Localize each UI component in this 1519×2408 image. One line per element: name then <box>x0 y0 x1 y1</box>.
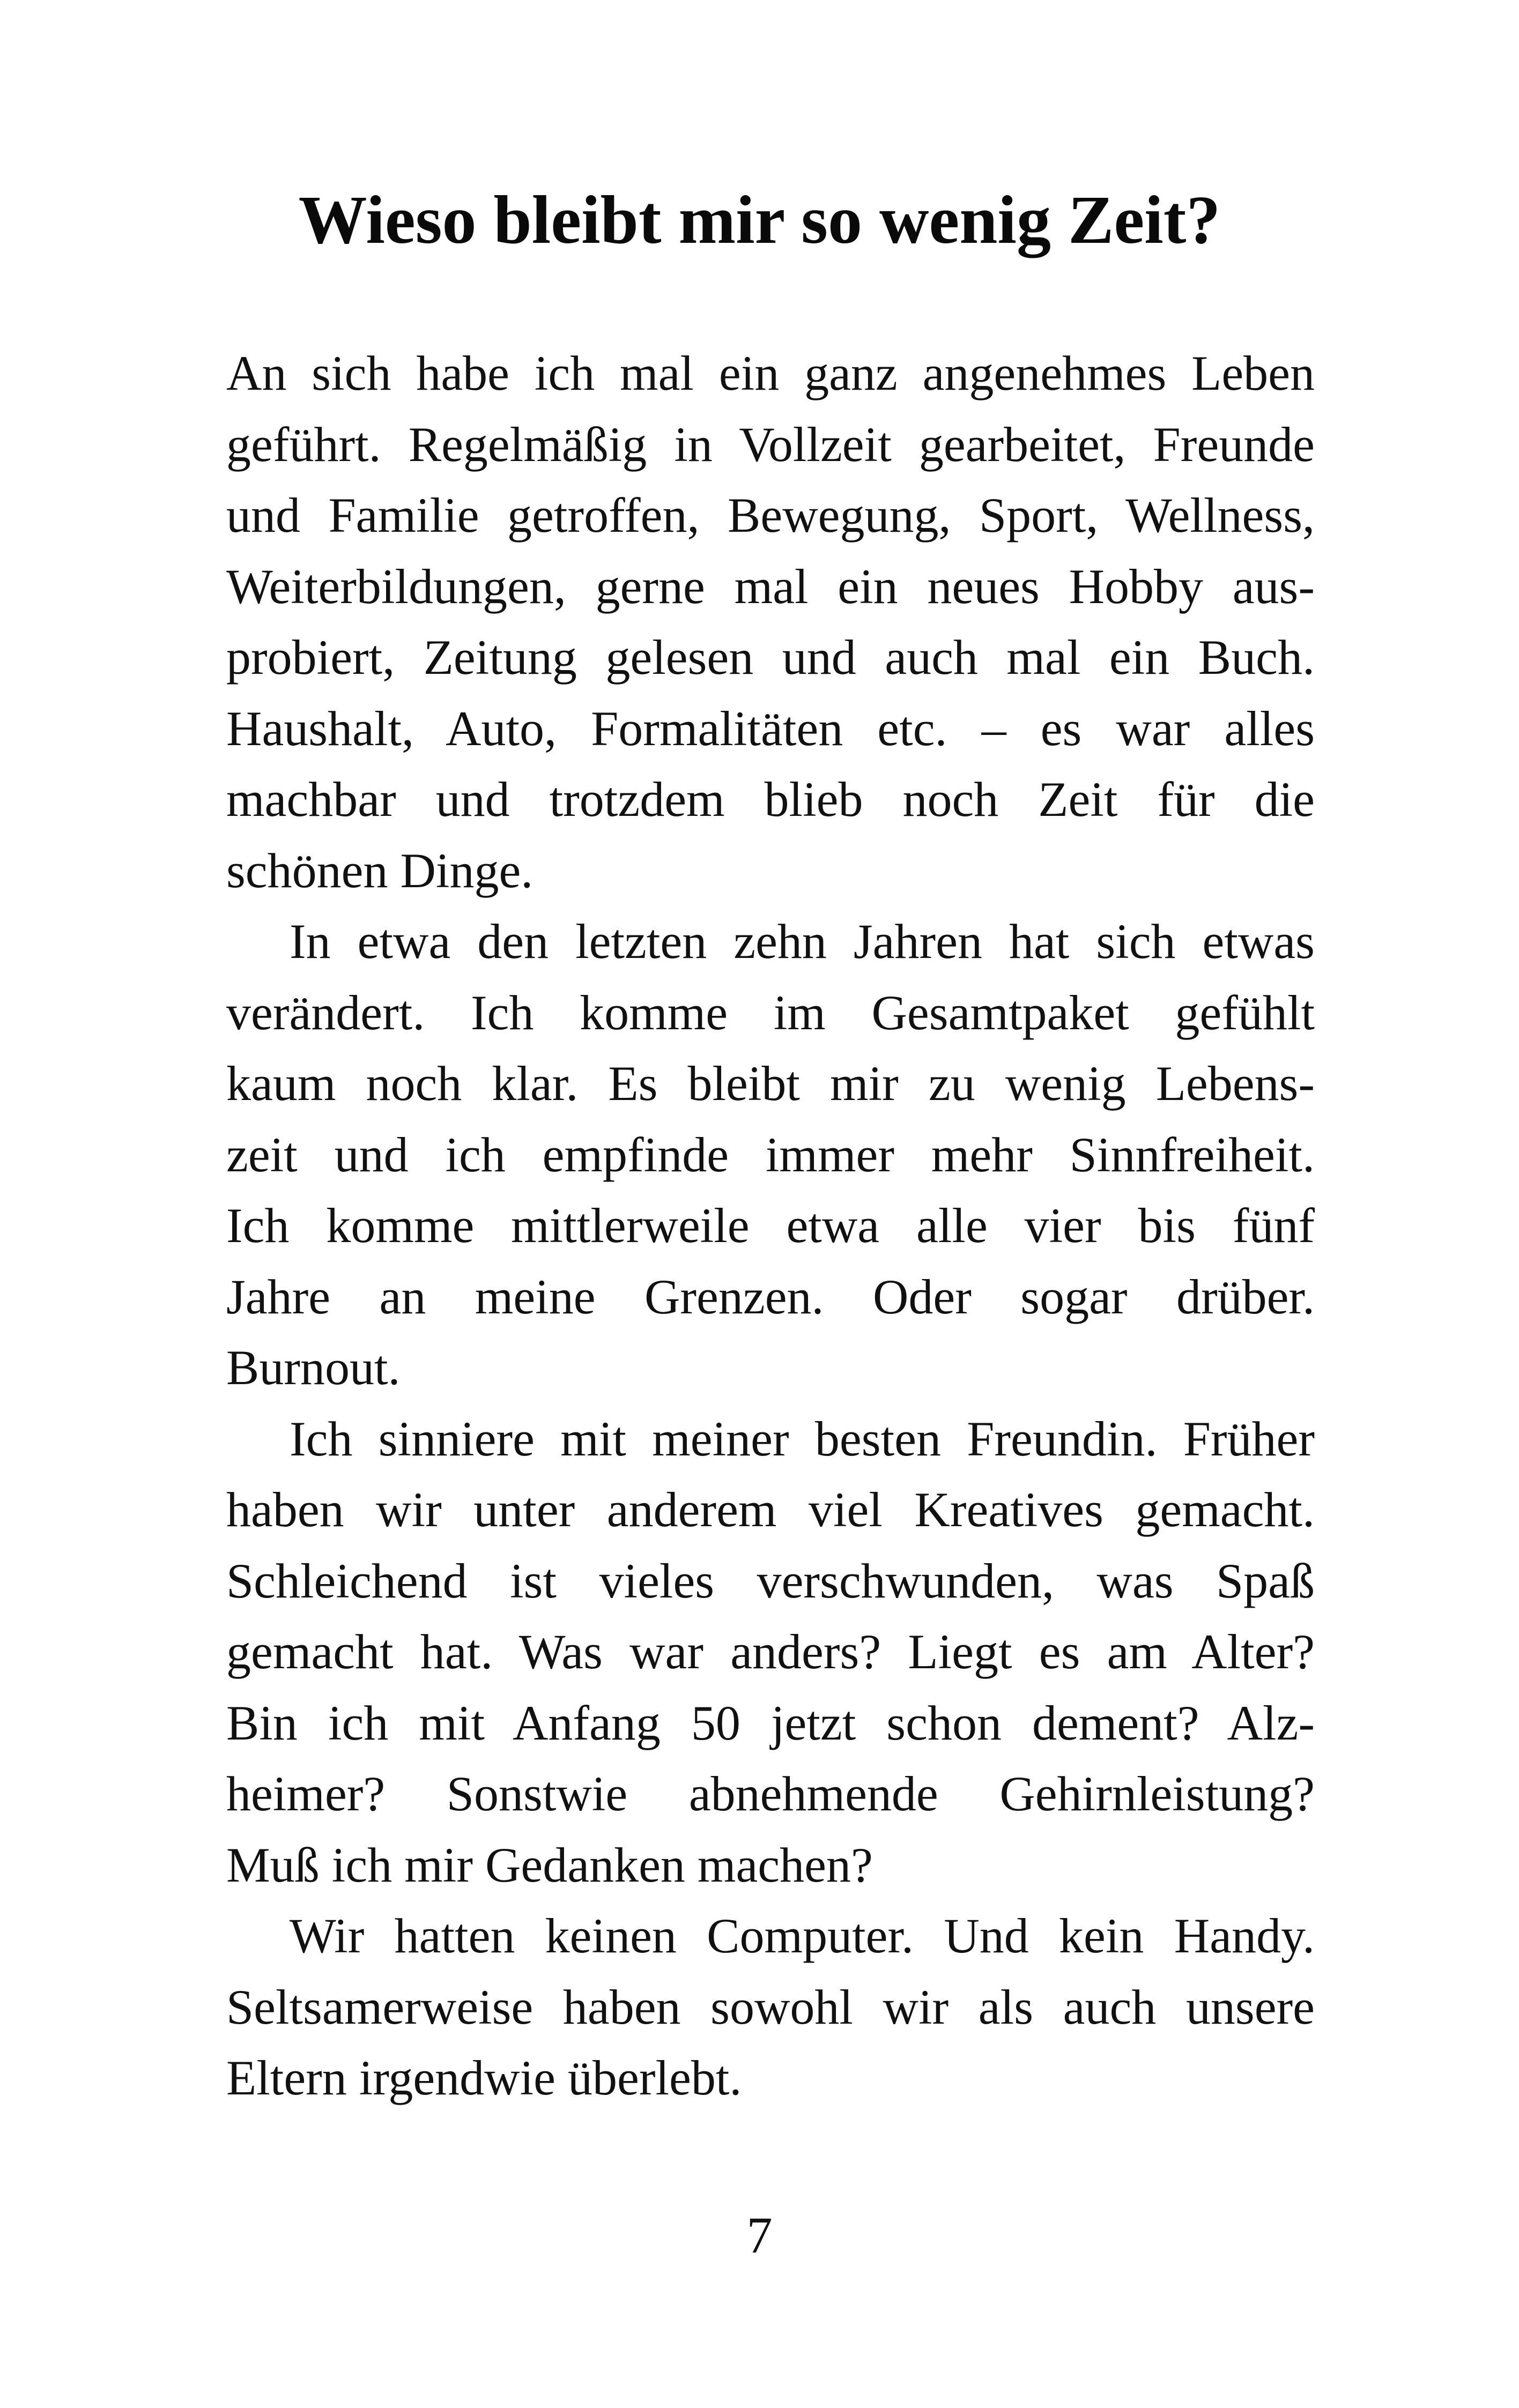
text-line: und Familie getroffen, Bewegung, Sport, Wellness, <box>226 488 1315 542</box>
text-line: Ich komme mittlerweile etwa alle vier bis fünf <box>226 1198 1315 1253</box>
text-line: Eltern irgendwie überlebt. <box>226 2050 742 2105</box>
text-line: kaum noch klar. Es bleibt mir zu wenig Lebens- <box>226 1056 1315 1111</box>
text-line: gemacht hat. Was war anders? Liegt es am Alter? <box>226 1624 1315 1679</box>
text-line: Seltsamerweise haben sowohl wir als auch unsere <box>226 1979 1315 2034</box>
page-number: 7 <box>746 2206 773 2264</box>
text-line: haben wir unter anderem viel Kreatives gemacht. <box>226 1482 1315 1537</box>
text-line: Ich sinniere mit meiner besten Freundin. Früher <box>290 1411 1315 1466</box>
text-line: Burnout. <box>226 1340 401 1395</box>
paragraph-2 <box>226 906 1315 1403</box>
text-line: Wir hatten keinen Computer. Und kein Handy. <box>290 1908 1315 1963</box>
text-line: probiert, Zeitung gelesen und auch mal ein Buch. <box>226 630 1315 685</box>
text-line: Weiterbildungen, gerne mal ein neues Hobby aus- <box>226 559 1315 614</box>
text-line: Schleichend ist vieles verschwunden, was Spaß <box>226 1553 1315 1608</box>
text-line: In etwa den letzten zehn Jahren hat sich etwas <box>290 914 1315 969</box>
text-line: zeit und ich empfinde immer mehr Sinnfreiheit. <box>226 1127 1315 1182</box>
paragraph-1 <box>226 338 1315 906</box>
text-line: heimer? Sonstwie abnehmende Gehirnleistung? <box>226 1766 1315 1821</box>
text-line: An sich habe ich mal ein ganz angenehmes Leben <box>226 346 1315 400</box>
text-line: Haushalt, Auto, Formalitäten etc. – es war alles <box>226 701 1315 756</box>
text-line: Jahre an meine Grenzen. Oder sogar drüber. <box>226 1269 1315 1324</box>
body-text <box>226 338 1315 2114</box>
text-line: schönen Dinge. <box>226 843 533 898</box>
text-line: verändert. Ich komme im Gesamtpaket gefühlt <box>226 985 1315 1040</box>
chapter-title: Wieso bleibt mir so wenig Zeit? <box>298 182 1221 258</box>
text-line: Bin ich mit Anfang 50 jetzt schon dement? Alz- <box>226 1695 1315 1750</box>
text-line: Muß ich mir Gedanken machen? <box>226 1837 873 1892</box>
paragraph-4 <box>226 1900 1315 2114</box>
text-line: machbar und trotzdem blieb noch Zeit für die <box>226 772 1315 827</box>
paragraph-3 <box>226 1403 1315 1901</box>
text-line: geführt. Regelmäßig in Vollzeit gearbeitet, Freunde <box>226 417 1315 472</box>
